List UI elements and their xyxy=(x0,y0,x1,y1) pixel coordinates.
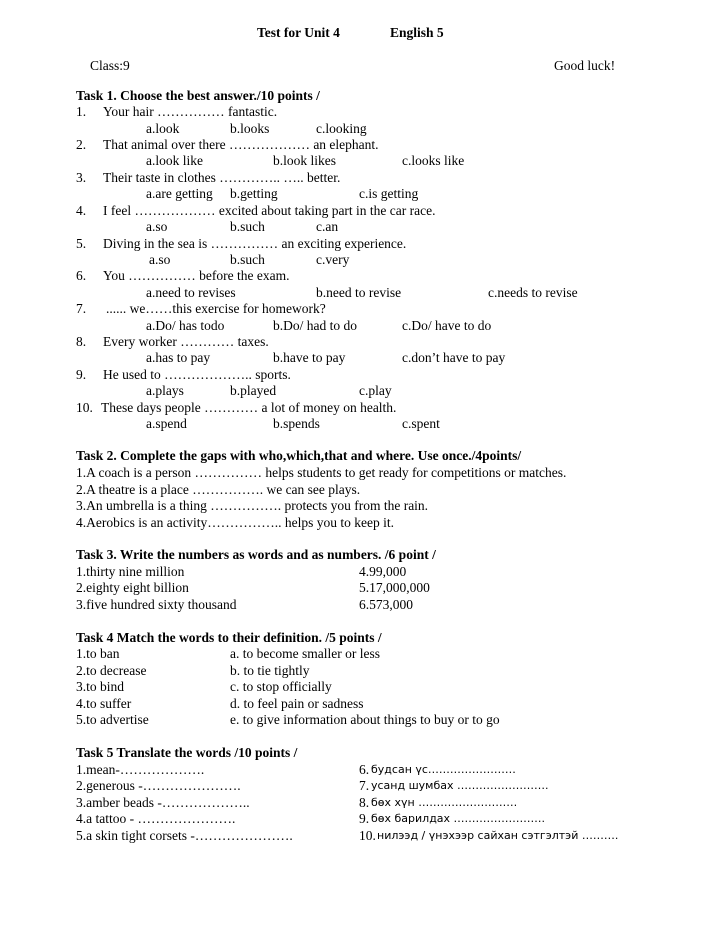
task1-options xyxy=(0,318,728,334)
match-word: 4.to suffer xyxy=(76,696,132,711)
question-number: 9. xyxy=(76,367,87,382)
match-definition: b. to tie tightly xyxy=(230,663,310,678)
number-in-words: 2.eighty eight billion xyxy=(76,580,189,595)
question-stem: ...... we……this exercise for homework? xyxy=(106,301,326,316)
option-b: b.have to pay xyxy=(273,350,346,365)
translate-mongolian: нилээд / үнэхээр сайхан сэтгэлтэй ………. xyxy=(377,829,619,842)
task2-line: 3.An umbrella is a thing ……………. protects you from the rain. xyxy=(76,498,429,513)
translate-word: 5.a skin tight corsets -…………………. xyxy=(76,828,293,843)
option-c: c.Do/ have to do xyxy=(402,318,492,333)
number-in-digits: 5.17,000,000 xyxy=(359,580,430,595)
match-definition: e. to give information about things to buy or to go xyxy=(230,712,500,727)
translate-word: 2.generous -…………………. xyxy=(76,778,241,793)
option-a: a.so xyxy=(149,252,171,267)
task1-question xyxy=(0,170,728,186)
task3-row xyxy=(0,597,728,613)
option-c: c.needs to revise xyxy=(488,285,578,300)
option-c: c.spent xyxy=(402,416,440,431)
option-c: c.an xyxy=(316,219,339,234)
translate-mongolian: бөх хүн ……………………… xyxy=(371,796,518,809)
task1-question xyxy=(0,334,728,350)
option-c: c.very xyxy=(316,252,350,267)
task1-question xyxy=(0,301,728,317)
option-a: a.look xyxy=(146,121,180,136)
question-stem: That animal over there ……………… an elephant. xyxy=(103,137,379,152)
option-a: a.look like xyxy=(146,153,203,168)
option-a: a.plays xyxy=(146,383,184,398)
task3-row xyxy=(0,564,728,580)
task1-question xyxy=(0,236,728,252)
question-number: 3. xyxy=(76,170,87,185)
match-definition: a. to become smaller or less xyxy=(230,646,380,661)
question-number: 4. xyxy=(76,203,87,218)
task1-options xyxy=(0,285,728,301)
task5-row xyxy=(0,828,728,844)
option-b: b.played xyxy=(230,383,277,398)
question-stem: Their taste in clothes ………….. ….. better. xyxy=(103,170,341,185)
question-number: 10. xyxy=(76,400,93,415)
task1-options xyxy=(0,186,728,202)
option-a: a.are getting xyxy=(146,186,213,201)
task1-options xyxy=(0,416,728,432)
subject-label: English 5 xyxy=(390,25,444,40)
question-number: 1. xyxy=(76,104,87,119)
option-a: a.spend xyxy=(146,416,187,431)
translate-number: 8. xyxy=(359,795,370,810)
number-in-digits: 6.573,000 xyxy=(359,597,413,612)
translate-mongolian: будсан үс…………………… xyxy=(371,763,516,776)
task1-options xyxy=(0,383,728,399)
option-c: c.play xyxy=(359,383,392,398)
question-stem: These days people ………… a lot of money on health. xyxy=(101,400,397,415)
option-b: b.getting xyxy=(230,186,278,201)
option-b: b.such xyxy=(230,219,265,234)
question-stem: Diving in the sea is …………… an exciting experience. xyxy=(103,236,407,251)
question-stem: I feel ……………… excited about taking part in the car race. xyxy=(103,203,436,218)
task1-question xyxy=(0,203,728,219)
number-in-words: 3.five hundred sixty thousand xyxy=(76,597,237,612)
match-definition: c. to stop officially xyxy=(230,679,332,694)
task5-row xyxy=(0,762,728,778)
option-a: a.has to pay xyxy=(146,350,211,365)
task1-options xyxy=(0,153,728,169)
option-c: c.is getting xyxy=(359,186,419,201)
option-b: b.such xyxy=(230,252,265,267)
task4-row xyxy=(0,646,728,662)
test-title: Test for Unit 4 xyxy=(257,25,340,40)
task4-row xyxy=(0,696,728,712)
task1-question xyxy=(0,137,728,153)
match-word: 2.to decrease xyxy=(76,663,147,678)
question-number: 5. xyxy=(76,236,87,251)
task1-options xyxy=(0,350,728,366)
translate-word: 4.a tattoo - …………………. xyxy=(76,811,236,826)
translate-number: 6. xyxy=(359,762,370,777)
translate-number: 7. xyxy=(359,778,370,793)
greeting-label: Good luck! xyxy=(554,58,616,73)
task4-row xyxy=(0,663,728,679)
match-word: 3.to bind xyxy=(76,679,125,694)
task3-heading: Task 3. Write the numbers as words and as numbers. /6 point / xyxy=(76,547,436,562)
task2-heading: Task 2. Complete the gaps with who,which,that and where. Use once./4points/ xyxy=(76,448,522,463)
class-label: Class:9 xyxy=(90,58,130,73)
question-number: 7. xyxy=(76,301,87,316)
number-in-words: 1.thirty nine million xyxy=(76,564,185,579)
task5-row xyxy=(0,811,728,827)
question-stem: He used to ……………….. sports. xyxy=(103,367,291,382)
translate-number: 9. xyxy=(359,811,370,826)
option-a: a.so xyxy=(146,219,168,234)
question-stem: Every worker ………… taxes. xyxy=(103,334,269,349)
task4-row xyxy=(0,679,728,695)
question-stem: Your hair …………… fantastic. xyxy=(103,104,278,119)
option-c: c.don’t have to pay xyxy=(402,350,506,365)
option-b: b.need to revise xyxy=(316,285,402,300)
translate-word: 3.amber beads -……………….. xyxy=(76,795,250,810)
question-number: 6. xyxy=(76,268,87,283)
translate-number: 10. xyxy=(359,828,376,843)
option-b: b.looks xyxy=(230,121,270,136)
option-b: b.spends xyxy=(273,416,320,431)
translate-word: 1.mean-………………. xyxy=(76,762,205,777)
translate-mongolian: бөх барилдах ……………………. xyxy=(371,812,546,825)
option-b: b.look likes xyxy=(273,153,336,168)
match-word: 1.to ban xyxy=(76,646,120,661)
match-word: 5.to advertise xyxy=(76,712,149,727)
task1-options xyxy=(0,121,728,137)
task1-question xyxy=(0,400,728,416)
task1-question xyxy=(0,367,728,383)
task1-options xyxy=(0,252,728,268)
task5-row xyxy=(0,795,728,811)
task2-line: 4.Aerobics is an activity…………….. helps you to keep it. xyxy=(76,515,394,530)
question-stem: You …………… before the exam. xyxy=(103,268,290,283)
task2-line: 1.A coach is a person …………… helps students to get ready for competitions or matches. xyxy=(76,465,567,480)
task2-line: 2.A theatre is a place ……………. we can see plays. xyxy=(76,482,361,497)
task5-heading: Task 5 Translate the words /10 points / xyxy=(76,745,298,760)
question-number: 2. xyxy=(76,137,87,152)
task1-question xyxy=(0,268,728,284)
task3-row xyxy=(0,580,728,596)
match-definition: d. to feel pain or sadness xyxy=(230,696,364,711)
task1-heading: Task 1. Choose the best answer./10 points / xyxy=(76,88,320,103)
translate-mongolian: усанд шумбах ……………………. xyxy=(371,779,549,792)
task4-row xyxy=(0,712,728,728)
option-b: b.Do/ had to do xyxy=(273,318,357,333)
option-a: a.need to revises xyxy=(146,285,236,300)
task1-question xyxy=(0,104,728,120)
task1-options xyxy=(0,219,728,235)
option-a: a.Do/ has todo xyxy=(146,318,225,333)
question-number: 8. xyxy=(76,334,87,349)
task4-heading: Task 4 Match the words to their definition. /5 points / xyxy=(76,630,382,645)
task5-row xyxy=(0,778,728,794)
option-c: c.looks like xyxy=(402,153,465,168)
option-c: c.looking xyxy=(316,121,367,136)
number-in-digits: 4.99,000 xyxy=(359,564,407,579)
